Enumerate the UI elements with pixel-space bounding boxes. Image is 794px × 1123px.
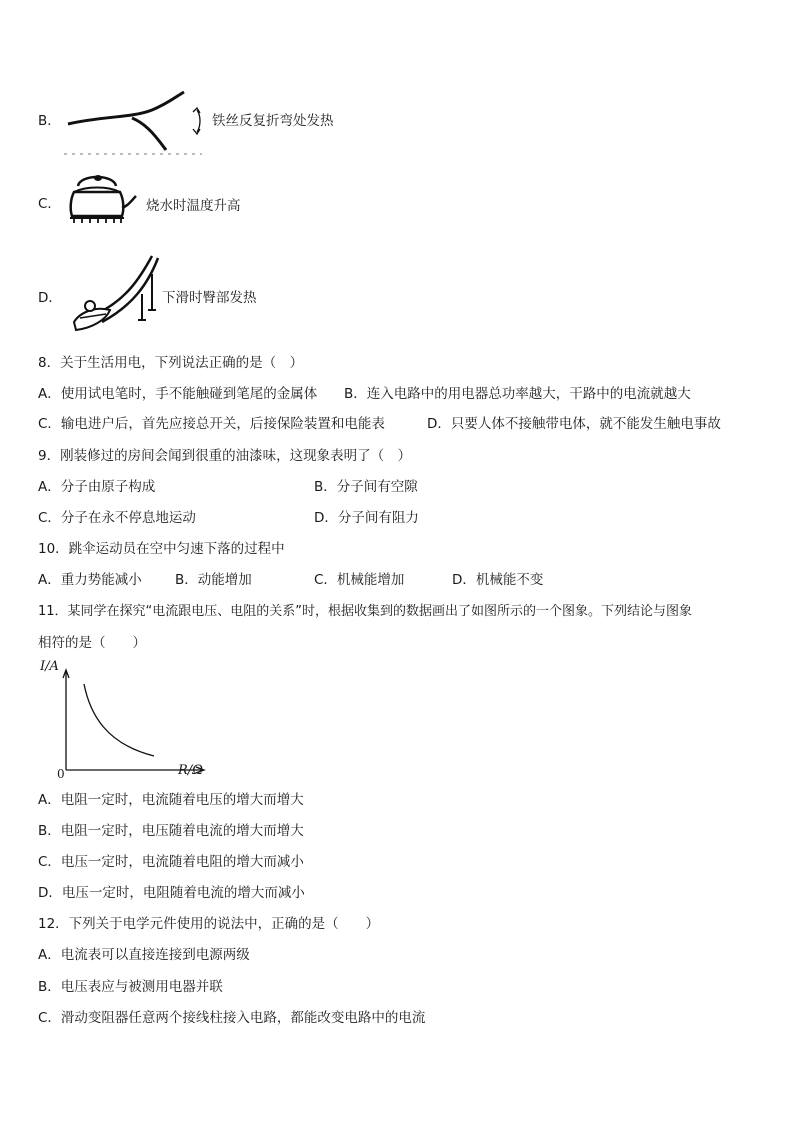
q9-option-d: D．分子间有阻力 xyxy=(314,510,419,526)
q8-stem: 8．关于生活用电，下列说法正确的是（ ） xyxy=(38,355,304,371)
y-axis-label: I/A xyxy=(40,659,59,674)
q11-option-d: D．电压一定时，电阻随着电流的增大而减小 xyxy=(38,885,305,901)
bend-motion-arrow-icon xyxy=(188,106,206,136)
q12-option-c: C．滑动变阻器任意两个接线柱接入电路，都能改变电路中的电流 xyxy=(38,1010,426,1026)
q10-stem: 10．跳伞运动员在空中匀速下落的过程中 xyxy=(38,541,285,557)
q9-option-c: C．分子在永不停息地运动 xyxy=(38,510,196,526)
q12-option-a: A．电流表可以直接连接到电源两级 xyxy=(38,947,250,963)
q9-option-b: B．分子间有空隙 xyxy=(314,479,418,495)
q10-option-b: B．动能增加 xyxy=(175,572,252,588)
x-axis-label: R/Ω xyxy=(178,763,203,778)
q10-option-c: C．机械能增加 xyxy=(314,572,405,588)
q11-stem-line-1: 11．某同学在探究“电流跟电压、电阻的关系”时，根据收集到的数据画出了如图所示的一个图象。下列结论与图象 xyxy=(38,604,693,619)
q11-stem-line-2: 相符的是（ ） xyxy=(38,635,146,651)
q9-option-a: A．分子由原子构成 xyxy=(38,479,156,495)
q7-option-d-letter: D． xyxy=(38,290,62,306)
q7-option-d-caption: 下滑时臀部发热 xyxy=(162,290,257,306)
q12-option-b: B．电压表应与被测用电器并联 xyxy=(38,979,223,995)
q7-option-b-letter: B． xyxy=(38,113,61,129)
q11-option-c: C．电压一定时，电流随着电阻的增大而减小 xyxy=(38,854,304,870)
q10-option-a: A．重力势能减小 xyxy=(38,572,142,588)
inverse-curve xyxy=(84,684,154,756)
origin-label: 0 xyxy=(57,767,65,781)
q8-option-d: D．只要人体不接触带电体，就不能发生触电事故 xyxy=(427,416,721,432)
q8-option-c: C．输电进户后，首先应接总开关，后接保险装置和电能表 xyxy=(38,416,385,432)
q9-stem: 9．刚装修过的房间会闻到很重的油漆味，这现象表明了（ ） xyxy=(38,448,412,464)
kettle-illustration xyxy=(64,170,138,226)
bent-wire-illustration xyxy=(62,88,202,158)
q8-option-a: A．使用试电笔时，手不能触碰到笔尾的金属体 xyxy=(38,386,318,402)
q11-option-b: B．电阻一定时，电压随着电流的增大而增大 xyxy=(38,823,304,839)
q7-option-c-caption: 烧水时温度升高 xyxy=(146,198,241,214)
q10-option-d: D．机械能不变 xyxy=(452,572,544,588)
q11-option-a: A．电阻一定时，电流随着电压的增大而增大 xyxy=(38,792,304,808)
q7-option-b-caption: 铁丝反复折弯处发热 xyxy=(212,113,334,129)
q7-option-c-letter: C． xyxy=(38,196,61,212)
slide-illustration xyxy=(66,254,162,338)
q12-stem: 12．下列关于电学元件使用的说法中，正确的是（ ） xyxy=(38,916,380,932)
q8-option-b: B．连入电路中的用电器总功率越大，干路中的电流就越大 xyxy=(344,386,691,402)
